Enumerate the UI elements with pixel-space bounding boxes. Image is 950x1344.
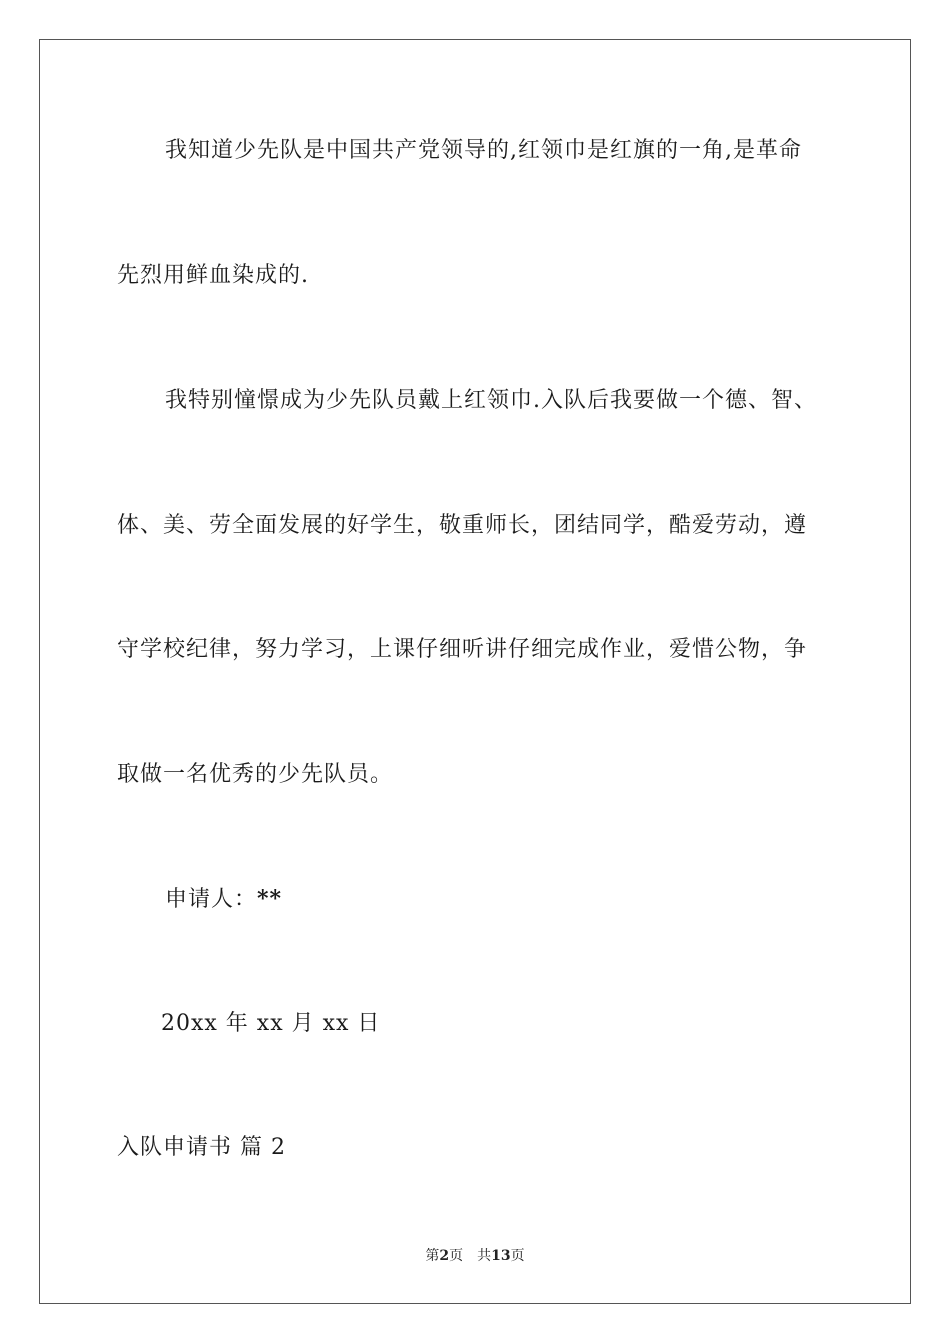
applicant-line [165,885,282,914]
page-border [39,39,911,1304]
page-footer [0,1246,950,1266]
paragraph-2-line-4: 取做一名优秀的少先队员。 [117,762,394,787]
applicant-label: 申请人： [165,887,258,912]
paragraph-2-line-2: 体、美、劳全面发展的好学生，敬重师长，团结同学，酷爱劳动，遵 [117,513,808,538]
section-heading: 入队申请书 篇 2 [117,1135,286,1160]
footer-total-prefix: 共 [477,1248,492,1264]
footer-page-suffix: 页 [449,1248,464,1264]
date-line: 20xx 年 xx 月 xx 日 [161,1011,381,1036]
footer-total-pages: 13 [491,1248,511,1264]
paragraph-1-line-2: 先烈用鲜血染成的. [117,263,309,288]
footer-page-prefix: 第 [425,1248,440,1264]
footer-page-number: 2 [439,1248,450,1264]
paragraph-2-line-3: 守学校纪律，努力学习，上课仔细听讲仔细完成作业，爱惜公物，争 [117,637,808,662]
paragraph-1-line-1: 我知道少先队是中国共产党领导的,红领巾是红旗的一角,是革命 [165,138,802,163]
footer-total-suffix: 页 [510,1248,525,1264]
applicant-name: ** [257,886,283,912]
paragraph-2-line-1: 我特别憧憬成为少先队员戴上红领巾.入队后我要做一个德、智、 [165,388,817,413]
